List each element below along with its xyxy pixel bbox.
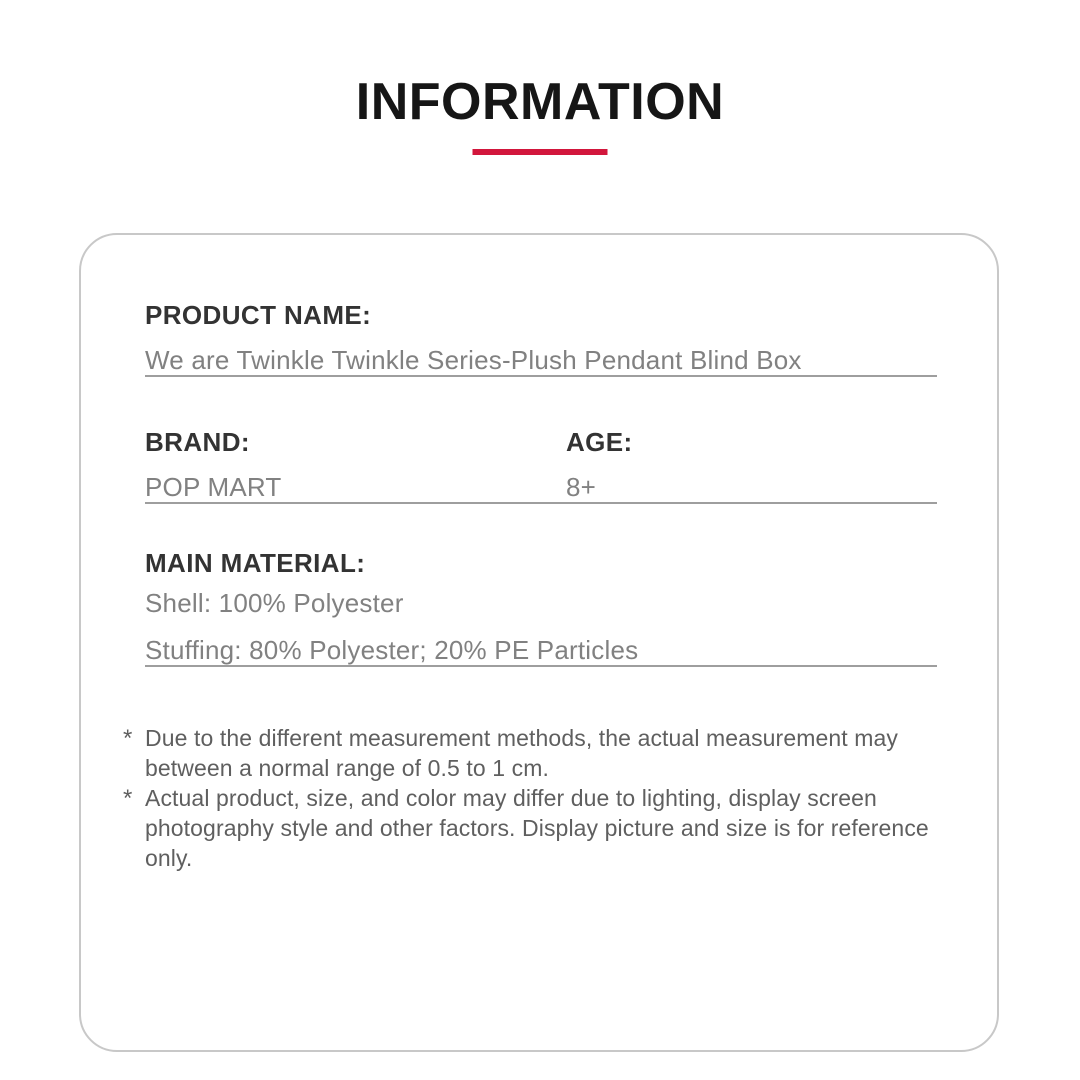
material-stuffing-value: Stuffing: 80% Polyester; 20% PE Particles	[145, 635, 639, 665]
product-name-label: PRODUCT NAME:	[145, 300, 372, 330]
main-material-label: MAIN MATERIAL:	[145, 548, 366, 578]
divider	[145, 502, 937, 504]
note-color-difference-text: Actual product, size, and color may differ due to lighting, display screen photography style and other factors. Display picture and size is for reference only.	[145, 785, 929, 871]
note-measurement-text: Due to the different measurement methods, the actual measurement may between a normal range of 0.5 to 1 cm.	[145, 725, 898, 781]
age-value: 8+	[566, 472, 597, 502]
material-shell-value: Shell: 100% Polyester	[145, 588, 404, 618]
disclaimer-notes	[123, 723, 937, 873]
divider	[145, 665, 937, 667]
brand-label: BRAND:	[145, 427, 250, 457]
divider	[145, 375, 937, 377]
note-item	[123, 723, 937, 783]
info-card	[79, 233, 999, 1052]
age-label: AGE:	[566, 427, 633, 457]
product-name-section	[145, 300, 937, 375]
note-item	[123, 783, 937, 873]
product-name-value: We are Twinkle Twinkle Series-Plush Pendant Blind Box	[145, 345, 802, 375]
brand-value: POP MART	[145, 472, 282, 502]
main-material-section	[145, 548, 937, 665]
asterisk-marker: *	[123, 785, 133, 812]
title-underline	[473, 149, 608, 155]
age-column	[566, 427, 937, 502]
brand-age-section	[145, 427, 937, 502]
asterisk-marker: *	[123, 725, 133, 752]
page-title: INFORMATION	[355, 73, 725, 131]
brand-column	[145, 427, 566, 502]
